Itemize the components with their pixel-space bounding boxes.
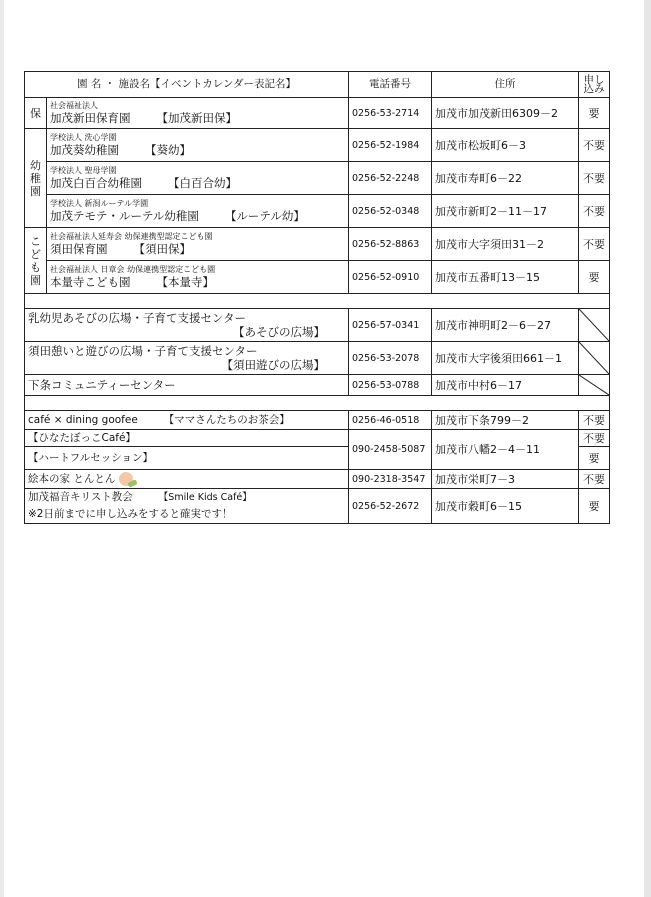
address-cell: 加茂市神明町2－6－27	[432, 309, 579, 342]
facility-name-cell: 社会福祉法人 日章会 幼保連携型認定こども園 本量寺こども園 【本量寺】	[47, 261, 349, 294]
phone-cell: 0256-53-2078	[349, 342, 432, 375]
apply-na-cell	[579, 309, 610, 342]
center-name-cell: 下条コミュニティーセンター	[25, 375, 349, 396]
phone-cell: 0256-52-0348	[349, 195, 432, 228]
table-row	[25, 98, 610, 129]
phone-cell: 0256-52-2248	[349, 162, 432, 195]
facility-name-cell: 社会福祉法人 加茂新田保育園 【加茂新田保】	[47, 98, 349, 129]
header-address: 住所	[432, 72, 579, 98]
address-cell: 加茂市中村6－17	[432, 375, 579, 396]
apply-cell: 要	[579, 489, 610, 524]
address-cell: 加茂市大字後須田661－1	[432, 342, 579, 375]
apply-cell: 要	[579, 447, 610, 470]
address-cell: 加茂市下条799－2	[432, 411, 579, 430]
phone-cell: 0256-53-2714	[349, 98, 432, 129]
cafe-name-cell: 加茂福音キリスト教会 【Smile Kids Café】 ※2日前までに申し込みをすると確実です！	[25, 489, 349, 524]
address-cell: 加茂市寿町6－22	[432, 162, 579, 195]
page-edge-left	[0, 0, 4, 897]
table-row	[25, 162, 610, 195]
center-name-cell: 須田憩いと遊びの広場・子育て支援センター 【須田遊びの広場】	[25, 342, 349, 375]
reservation-note: ※2日前までに申し込みをすると確実です！	[28, 508, 233, 520]
header-apply: 申し 込み	[579, 72, 610, 98]
table-row	[25, 470, 610, 489]
category-youchien: 幼 稚 園	[25, 129, 47, 228]
cafe-name-cell: 【ハートフルセッション】	[25, 447, 349, 470]
apply-cell: 不要	[579, 195, 610, 228]
phone-cell: 090-2318-3547	[349, 470, 432, 489]
child-illustration-icon	[119, 472, 133, 486]
table-header-row	[25, 72, 610, 98]
facility-name-cell: 学校法人 洗心学園 加茂葵幼稚園 【葵幼】	[47, 129, 349, 162]
phone-cell: 090-2458-5087	[349, 430, 432, 470]
apply-cell: 不要	[579, 470, 610, 489]
table-row	[25, 261, 610, 294]
category-kodomoen: こ ど も 園	[25, 228, 47, 294]
table-row	[25, 228, 610, 261]
category-hoikuen: 保	[25, 98, 47, 129]
header-phone: 電話番号	[349, 72, 432, 98]
phone-cell: 0256-46-0518	[349, 411, 432, 430]
table-row	[25, 129, 610, 162]
apply-cell: 要	[579, 261, 610, 294]
table-row	[25, 309, 610, 342]
address-cell: 加茂市加茂新田6309－2	[432, 98, 579, 129]
cafe-name-cell: café × dining goofee 【ママさんたちのお茶会】	[25, 411, 349, 430]
table-row	[25, 430, 610, 447]
facility-name-cell: 社会福祉法人延寿会 幼保連携型認定こども園 須田保育園 【須田保】	[47, 228, 349, 261]
table-row	[25, 411, 610, 430]
address-cell: 加茂市栄町7－3	[432, 470, 579, 489]
facility-name-cell: 学校法人 新潟ルーテル学園 加茂テモテ・ルーテル幼稚園 【ルーテル幼】	[47, 195, 349, 228]
address-cell: 加茂市新町2－11－17	[432, 195, 579, 228]
phone-cell: 0256-57-0341	[349, 309, 432, 342]
apply-cell: 要	[579, 98, 610, 129]
address-cell: 加茂市五番町13－15	[432, 261, 579, 294]
phone-cell: 0256-52-0910	[349, 261, 432, 294]
apply-cell: 不要	[579, 228, 610, 261]
apply-cell: 不要	[579, 162, 610, 195]
cafe-name-cell: 【ひなたぼっこCafé】	[25, 430, 349, 447]
address-cell: 加茂市八幡2－4－11	[432, 430, 579, 470]
spacer-row	[25, 396, 610, 411]
table-row	[25, 342, 610, 375]
phone-cell: 0256-52-8863	[349, 228, 432, 261]
apply-cell: 不要	[579, 430, 610, 447]
phone-cell: 0256-53-0788	[349, 375, 432, 396]
cafe-name-cell: 絵本の家 とんとん	[25, 470, 349, 489]
apply-cell: 不要	[579, 411, 610, 430]
address-cell: 加茂市大字須田31－2	[432, 228, 579, 261]
table-row	[25, 375, 610, 396]
apply-cell: 不要	[579, 129, 610, 162]
center-name-cell: 乳幼児あそびの広場・子育て支援センター 【あそびの広場】	[25, 309, 349, 342]
table-row	[25, 489, 610, 524]
address-cell: 加茂市松坂町6－3	[432, 129, 579, 162]
phone-cell: 0256-52-2672	[349, 489, 432, 524]
apply-na-cell	[579, 342, 610, 375]
apply-na-cell	[579, 375, 610, 396]
phone-cell: 0256-52-1984	[349, 129, 432, 162]
facility-directory-table	[24, 71, 610, 524]
address-cell: 加茂市穀町6－15	[432, 489, 579, 524]
spacer-row	[25, 294, 610, 309]
table-row	[25, 195, 610, 228]
facility-name-cell: 学校法人 聖母学園 加茂白百合幼稚園 【白百合幼】	[47, 162, 349, 195]
page-edge-right	[644, 0, 651, 897]
header-name: 園 名 ・ 施設名【イベントカレンダー表記名】	[25, 72, 349, 98]
